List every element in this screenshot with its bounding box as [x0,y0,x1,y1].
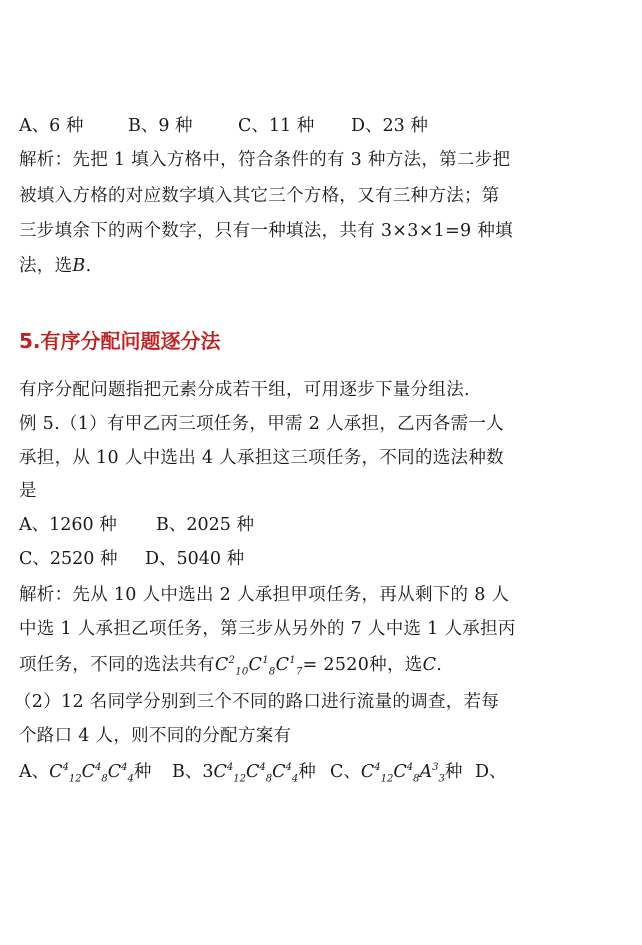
section-heading: 5.有序分配问题逐分法 [19,329,221,353]
example5-line2: 承担，从 10 人中选出 4 人承担这三项任务，不同的选法种数 [19,448,504,468]
example5-option-a: A、1260 种 [19,515,117,535]
analysis2-line2: 中选 1 人承担乙项任务，第三步从另外的 7 人中选 1 人承担丙 [19,619,516,639]
example5-line1: 例 5.（1）有甲乙丙三项任务，甲需 2 人承担，乙丙各需一人 [19,414,504,434]
part2-option-b: B、$3C^4_{12}C^4_8C^4_4$种 [172,762,316,785]
option-b: B、9 种 [128,116,193,136]
intro-text: 有序分配问题指把元素分成若干组，可用逐步下量分组法. [19,380,470,400]
part2-option-a: A、$C^4_{12}C^4_8C^4_4$种 [19,762,152,785]
example5-option-c: C、2520 种 [19,549,118,569]
part2-option-d: D、 [475,762,507,782]
analysis1-line3: 三步填余下的两个数字，只有一种填法，共有 3×3×1=9 种填 [19,221,513,241]
analysis1-line4: 法，选B. [19,256,92,276]
analysis2-line1: 解析：先从 10 人中选出 2 人承担甲项任务，再从剩下的 8 人 [19,585,510,605]
example5-option-d: D、5040 种 [145,549,245,569]
formula-combination: $C^2_{10}C^1_8C^1_7$ [214,655,303,678]
analysis1-line1: 解析：先把 1 填入方格中，符合条件的有 3 种方法，第二步把 [19,150,511,170]
option-a: A、6 种 [19,116,84,136]
example5-option-b: B、2025 种 [156,515,254,535]
analysis1-line2: 被填入方格的对应数字填入其它三个方格，又有三种方法；第 [19,186,500,206]
option-c: C、11 种 [238,116,315,136]
option-d: D、23 种 [351,116,428,136]
part2-line1: （2）12 名同学分别到三个不同的路口进行流量的调查，若每 [14,692,500,712]
part2-line2: 个路口 4 人，则不同的分配方案有 [19,726,292,746]
part2-option-c: C、$C^4_{12}C^4_8A^3_3$种 [330,762,463,785]
analysis2-line3: 项任务，不同的选法共有$C^2_{10}C^1_8C^1_7= 2520$种，选C. [19,655,443,678]
example5-line3: 是 [19,481,37,501]
